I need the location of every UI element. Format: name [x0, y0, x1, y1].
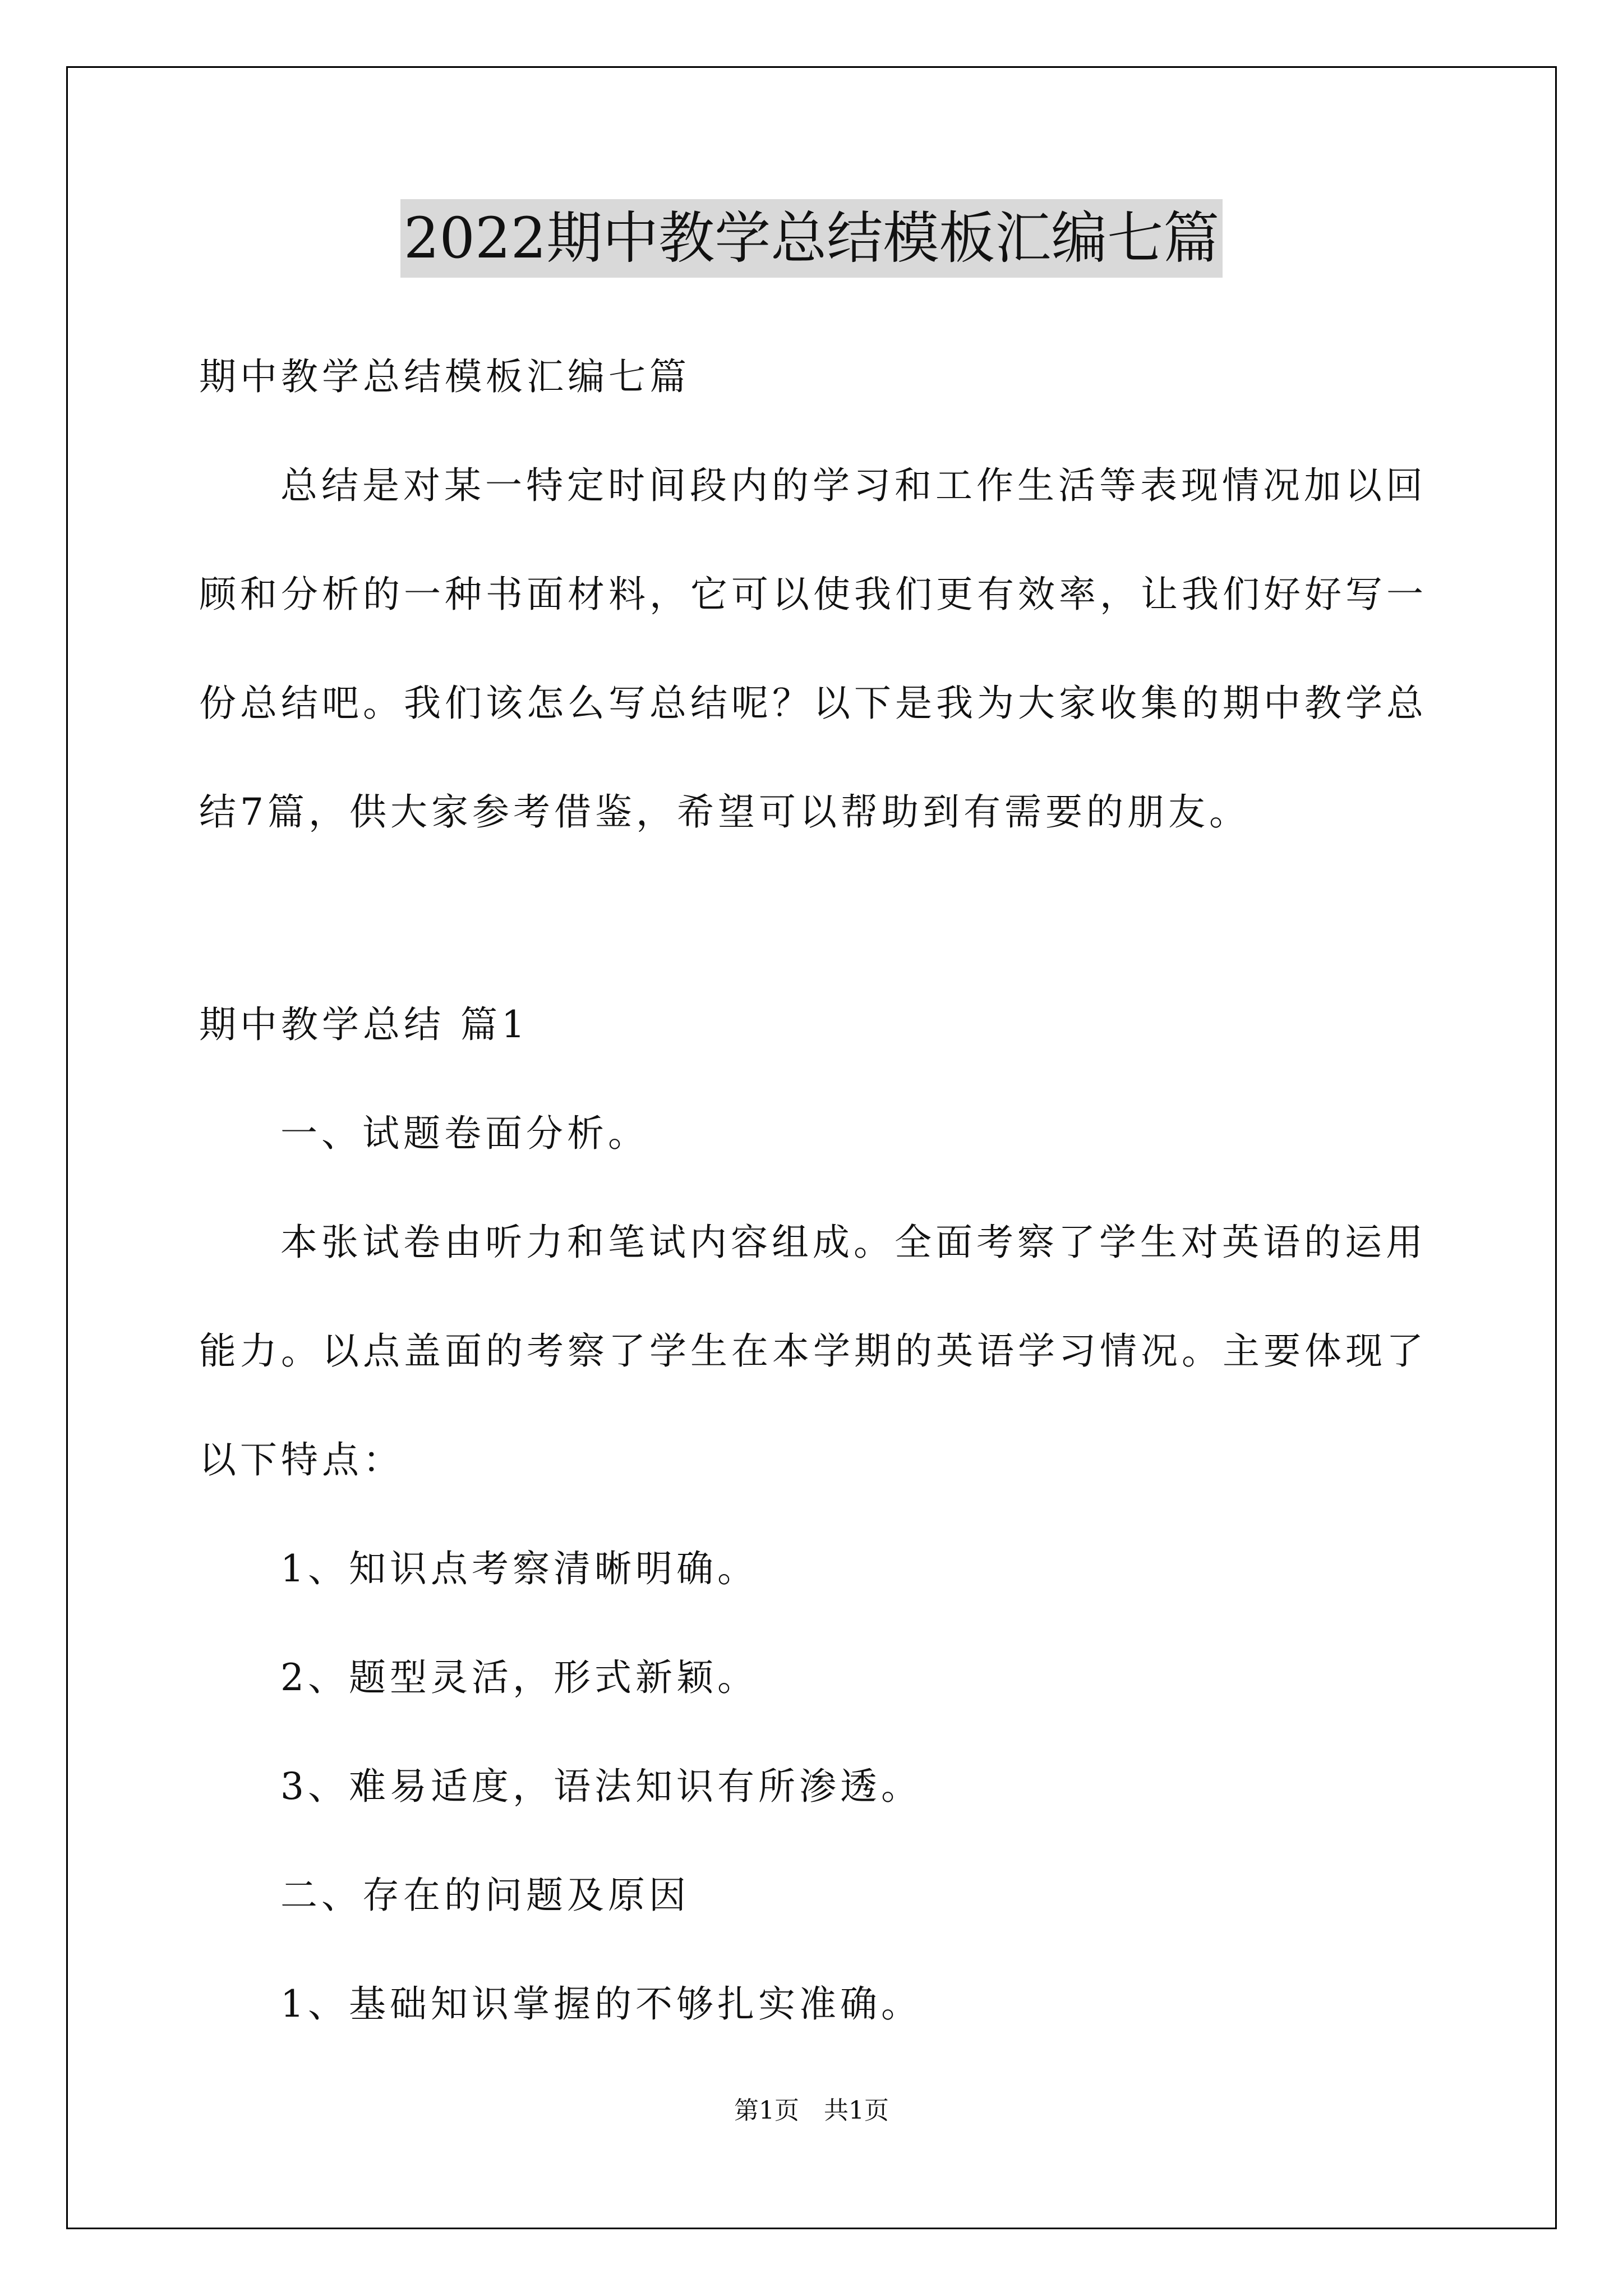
section-line-6: 2、题型灵活，形式新颖。 — [280, 1656, 758, 1699]
section-line-8: 二、存在的问题及原因 — [280, 1874, 690, 1917]
document-subtitle: 期中教学总结模板汇编七篇 — [199, 355, 690, 398]
section-line-3: 能力。以点盖面的考察了学生在本学期的英语学习情况。主要体现了 — [199, 1329, 1427, 1373]
page-footer — [0, 2095, 1623, 2127]
section-line-7: 3、难易适度，语法知识有所渗透。 — [280, 1765, 922, 1808]
intro-line-2: 顾和分析的一种书面材料，它可以使我们更有效率，让我们好好写一 — [199, 573, 1427, 616]
section-line-1: 一、试题卷面分析。 — [280, 1112, 649, 1155]
section-line-4: 以下特点： — [199, 1438, 404, 1481]
intro-line-4: 结7篇，供大家参考借鉴，希望可以帮助到有需要的朋友。 — [199, 790, 1250, 834]
section-line-9: 1、基础知识掌握的不够扎实准确。 — [280, 1982, 922, 2026]
intro-line-1: 总结是对某一特定时间段内的学习和工作生活等表现情况加以回 — [280, 464, 1427, 507]
section-heading: 期中教学总结 篇1 — [199, 1003, 529, 1046]
section-line-5: 1、知识点考察清晰明确。 — [280, 1547, 758, 1590]
title-container — [0, 199, 1623, 278]
document-title: 2022期中教学总结模板汇编七篇 — [400, 199, 1223, 278]
section-line-2: 本张试卷由听力和笔试内容组成。全面考察了学生对英语的运用 — [280, 1221, 1427, 1264]
page-number-total: 共1页 — [824, 2096, 889, 2125]
intro-line-3: 份总结吧。我们该怎么写总结呢？以下是我为大家收集的期中教学总 — [199, 682, 1427, 725]
page-number-current: 第1页 — [734, 2096, 799, 2125]
